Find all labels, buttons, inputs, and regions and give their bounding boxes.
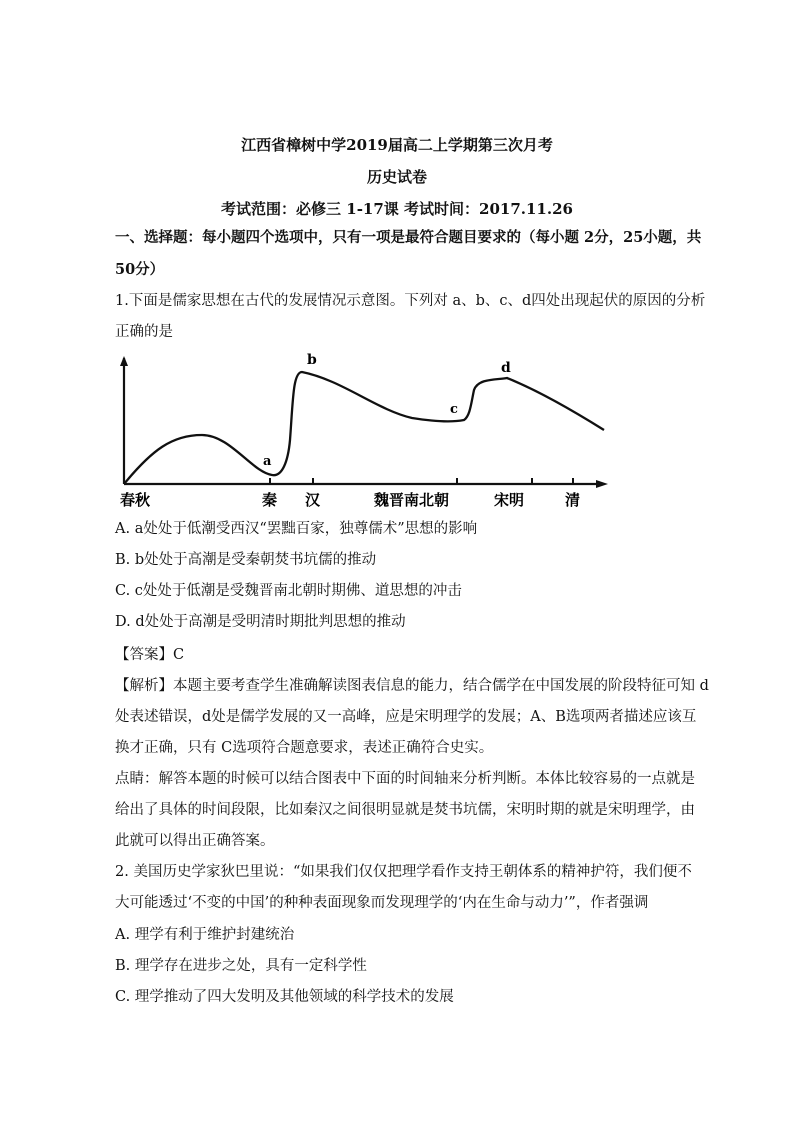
q1-stem-line1: 1.下面是儒家思想在古代的发展情况示意图。下列对 a、b、c、d四处出现起伏的原因的分析	[115, 293, 706, 309]
school-title: 江西省樟树中学2019届高二上学期第三次月考	[241, 136, 553, 154]
q2-option-a: A. 理学有利于维护封建统治	[115, 927, 295, 943]
q1-answer: 【答案】C	[115, 647, 185, 663]
q2-option-b: B. 理学存在进步之处，具有一定科学性	[115, 958, 367, 974]
q1-stem-line2: 正确的是	[115, 324, 173, 340]
q1-comment-line2: 给出了具体的时间段限，比如秦汉之间很明显就是焚书坑儒，宋明时期的就是宋明理学，由	[115, 802, 695, 818]
axis-label-weijin: 魏晋南北朝	[374, 491, 450, 509]
point-label-c: c	[450, 402, 458, 417]
development-curve	[124, 372, 604, 484]
axis-label-chunqiu: 春秋	[120, 491, 151, 509]
axis-label-qin: 秦	[262, 491, 278, 509]
q2-stem-line2: 大可能透过‘不变的中国’的种种表面现象而发现理学的‘内在生命与动力’”，作者强调	[115, 895, 649, 911]
axis-label-songming: 宋明	[494, 491, 525, 509]
q1-option-a: A. a处处于低潮受西汉“罢黜百家，独尊儒术”思想的影响	[115, 521, 478, 537]
q1-option-d: D. d处处于高潮是受明清时期批判思想的推动	[115, 614, 406, 630]
point-label-b: b	[307, 352, 317, 368]
q1-analysis-line1: 【解析】本题主要考查学生准确解读图表信息的能力，结合儒学在中国发展的阶段特征可知 d	[115, 678, 709, 694]
q1-comment-line1: 点睛：解答本题的时候可以结合图表中下面的时间轴来分析判断。本体比较容易的一点就是	[115, 771, 695, 787]
q1-analysis-line3: 换才正确，只有 C选项符合题意要求，表述正确符合史实。	[115, 740, 494, 756]
q1-option-c: C. c处处于低潮是受魏晋南北朝时期佛、道思想的冲击	[115, 583, 462, 599]
section-heading-line1: 一、选择题：每小题四个选项中，只有一项是最符合题目要求的（每小题 2分，25小题，共	[115, 229, 702, 246]
section-heading-line2: 50分）	[115, 261, 165, 278]
q2-stem-line1: 2. 美国历史学家狄巴里说：“如果我们仅仅把理学看作支持王朝体系的精神护符，我们便不	[115, 864, 692, 880]
q1-option-b: B. b处处于高潮是受秦朝焚书坑儒的推动	[115, 552, 377, 568]
confucianism-development-figure	[112, 350, 612, 512]
axis-label-qing: 清	[565, 491, 581, 509]
q1-comment-line3: 此就可以得出正确答案。	[115, 833, 275, 849]
exam-info: 考试范围：必修三 1-17课 考试时间：2017.11.26	[221, 200, 573, 218]
axis-label-han: 汉	[305, 491, 321, 509]
subject-title: 历史试卷	[366, 168, 427, 186]
point-label-d: d	[501, 360, 511, 376]
q1-analysis-line2: 处表述错误，d处是儒学发展的又一高峰，应是宋明理学的发展；A、B选项两者描述应该互	[115, 709, 697, 725]
q2-option-c: C. 理学推动了四大发明及其他领域的科学技术的发展	[115, 989, 454, 1005]
point-label-a: a	[263, 454, 272, 469]
